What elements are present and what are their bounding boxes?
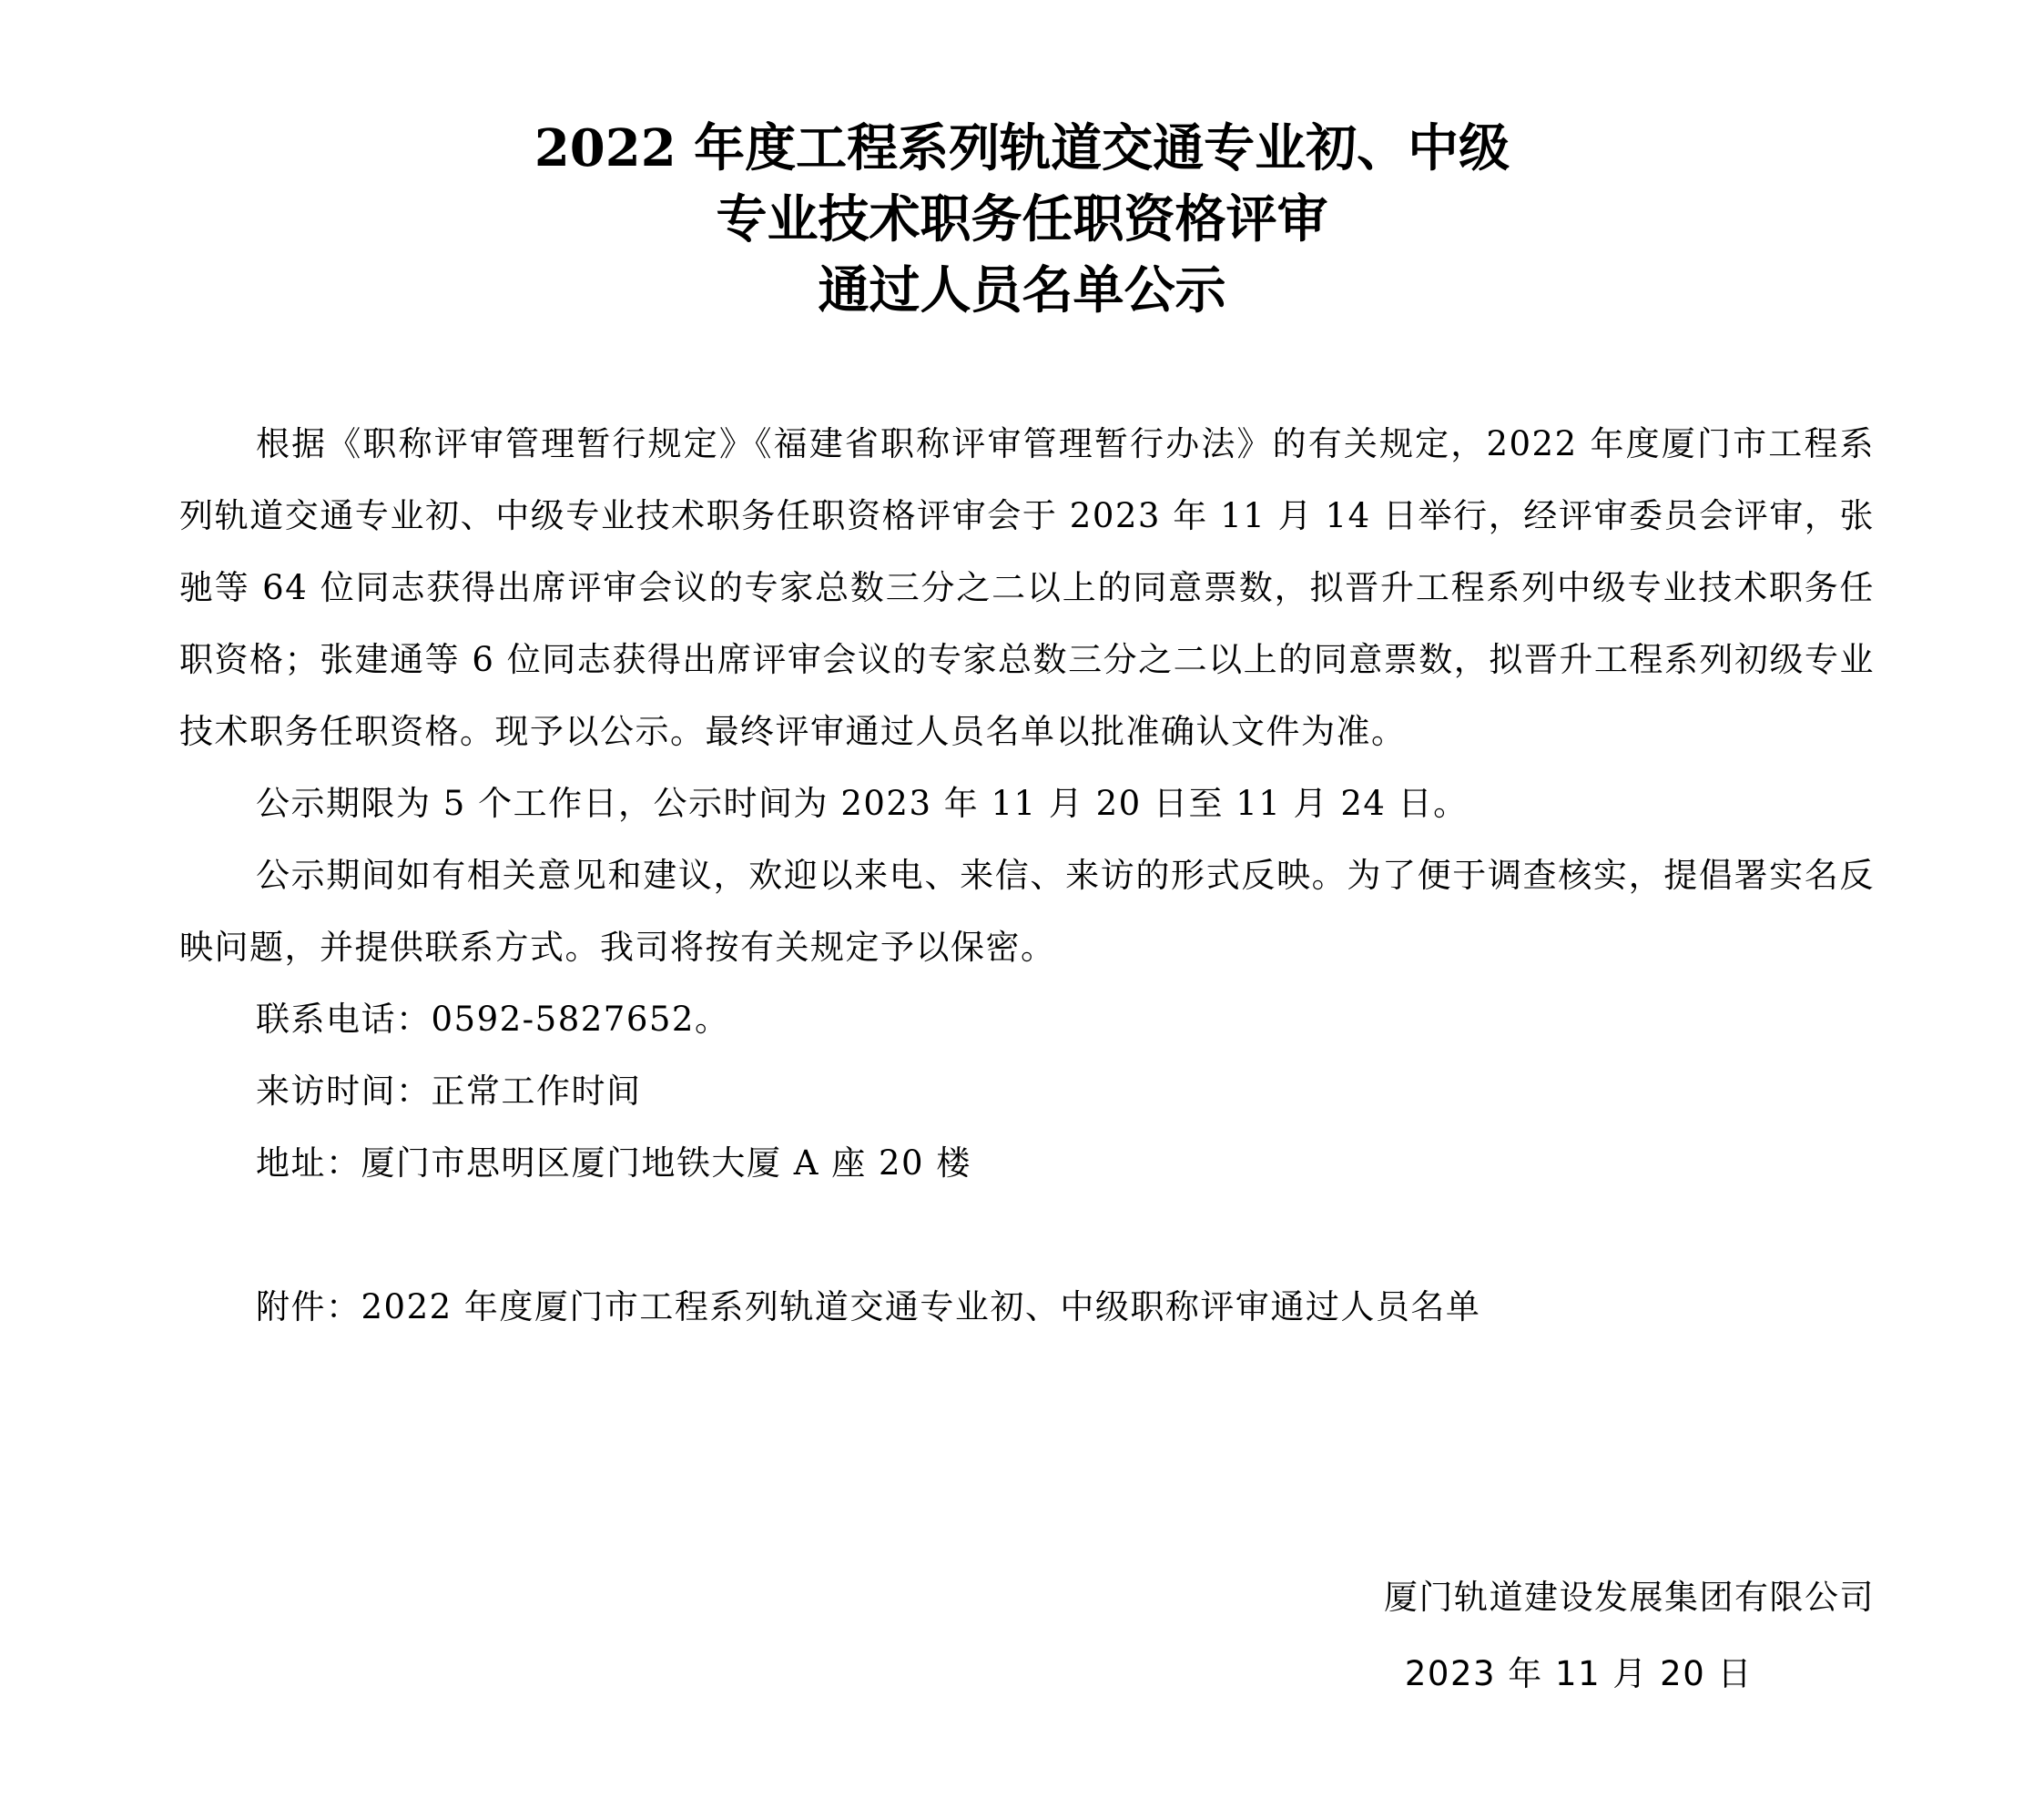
signature-block [1384,1559,1875,1712]
issuing-organization: 厦门轨道建设发展集团有限公司 [1384,1578,1875,1617]
paragraph-feedback: 公示期间如有相关意见和建议，欢迎以来电、来信、来访的形式反映。为了便于调查核实，提倡署实名反映问题，并提供联系方式。我司将按有关规定予以保密。 [179,856,1875,967]
paragraph-announcement: 根据《职称评审管理暂行规定》《福建省职称评审管理暂行办法》的有关规定，2022 年度厦门市工程系列轨道交通专业初、中级专业技术职务任职资格评审会于 2023 年 11 月 14 日举行，经评审委员会评审，张驰等 64 位同志获得出席评审会议的专家总数三分之二以上的同意票数，拟晋升工程系列中级专业技术职务任职资格；张建通等 6 位同志获得出席评审会议的专家总数三分之二以上的同意票数，拟晋升工程系列初级专业技术职务任职资格。现予以公示。最终评审通过人员名单以批准确认文件为准。 [179,424,1875,751]
visit-time: 来访时间：正常工作时间 [256,1072,642,1111]
paragraph-publicity-period: 公示期限为 5 个工作日，公示时间为 2023 年 11 月 20 日至 11 月 24 日。 [256,784,1469,823]
title-line-1: 2022 年度工程系列轨道交通专业初、中级 [534,118,1510,178]
attachment-note: 附件：2022 年度厦门市工程系列轨道交通专业初、中级职称评审通过人员名单 [256,1287,1481,1326]
blank-line [179,1199,1875,1271]
document-title [0,113,2044,326]
address: 地址：厦门市思明区厦门地铁大厦 A 座 20 楼 [256,1143,971,1183]
contact-phone: 联系电话：0592-5827652。 [256,1000,730,1039]
document-body [179,408,1875,1343]
title-line-2: 专业技术职务任职资格评审 [716,189,1328,249]
issue-date: 2023 年 11 月 20 日 [1404,1654,1753,1693]
title-line-3: 通过人员名单公示 [818,260,1226,320]
